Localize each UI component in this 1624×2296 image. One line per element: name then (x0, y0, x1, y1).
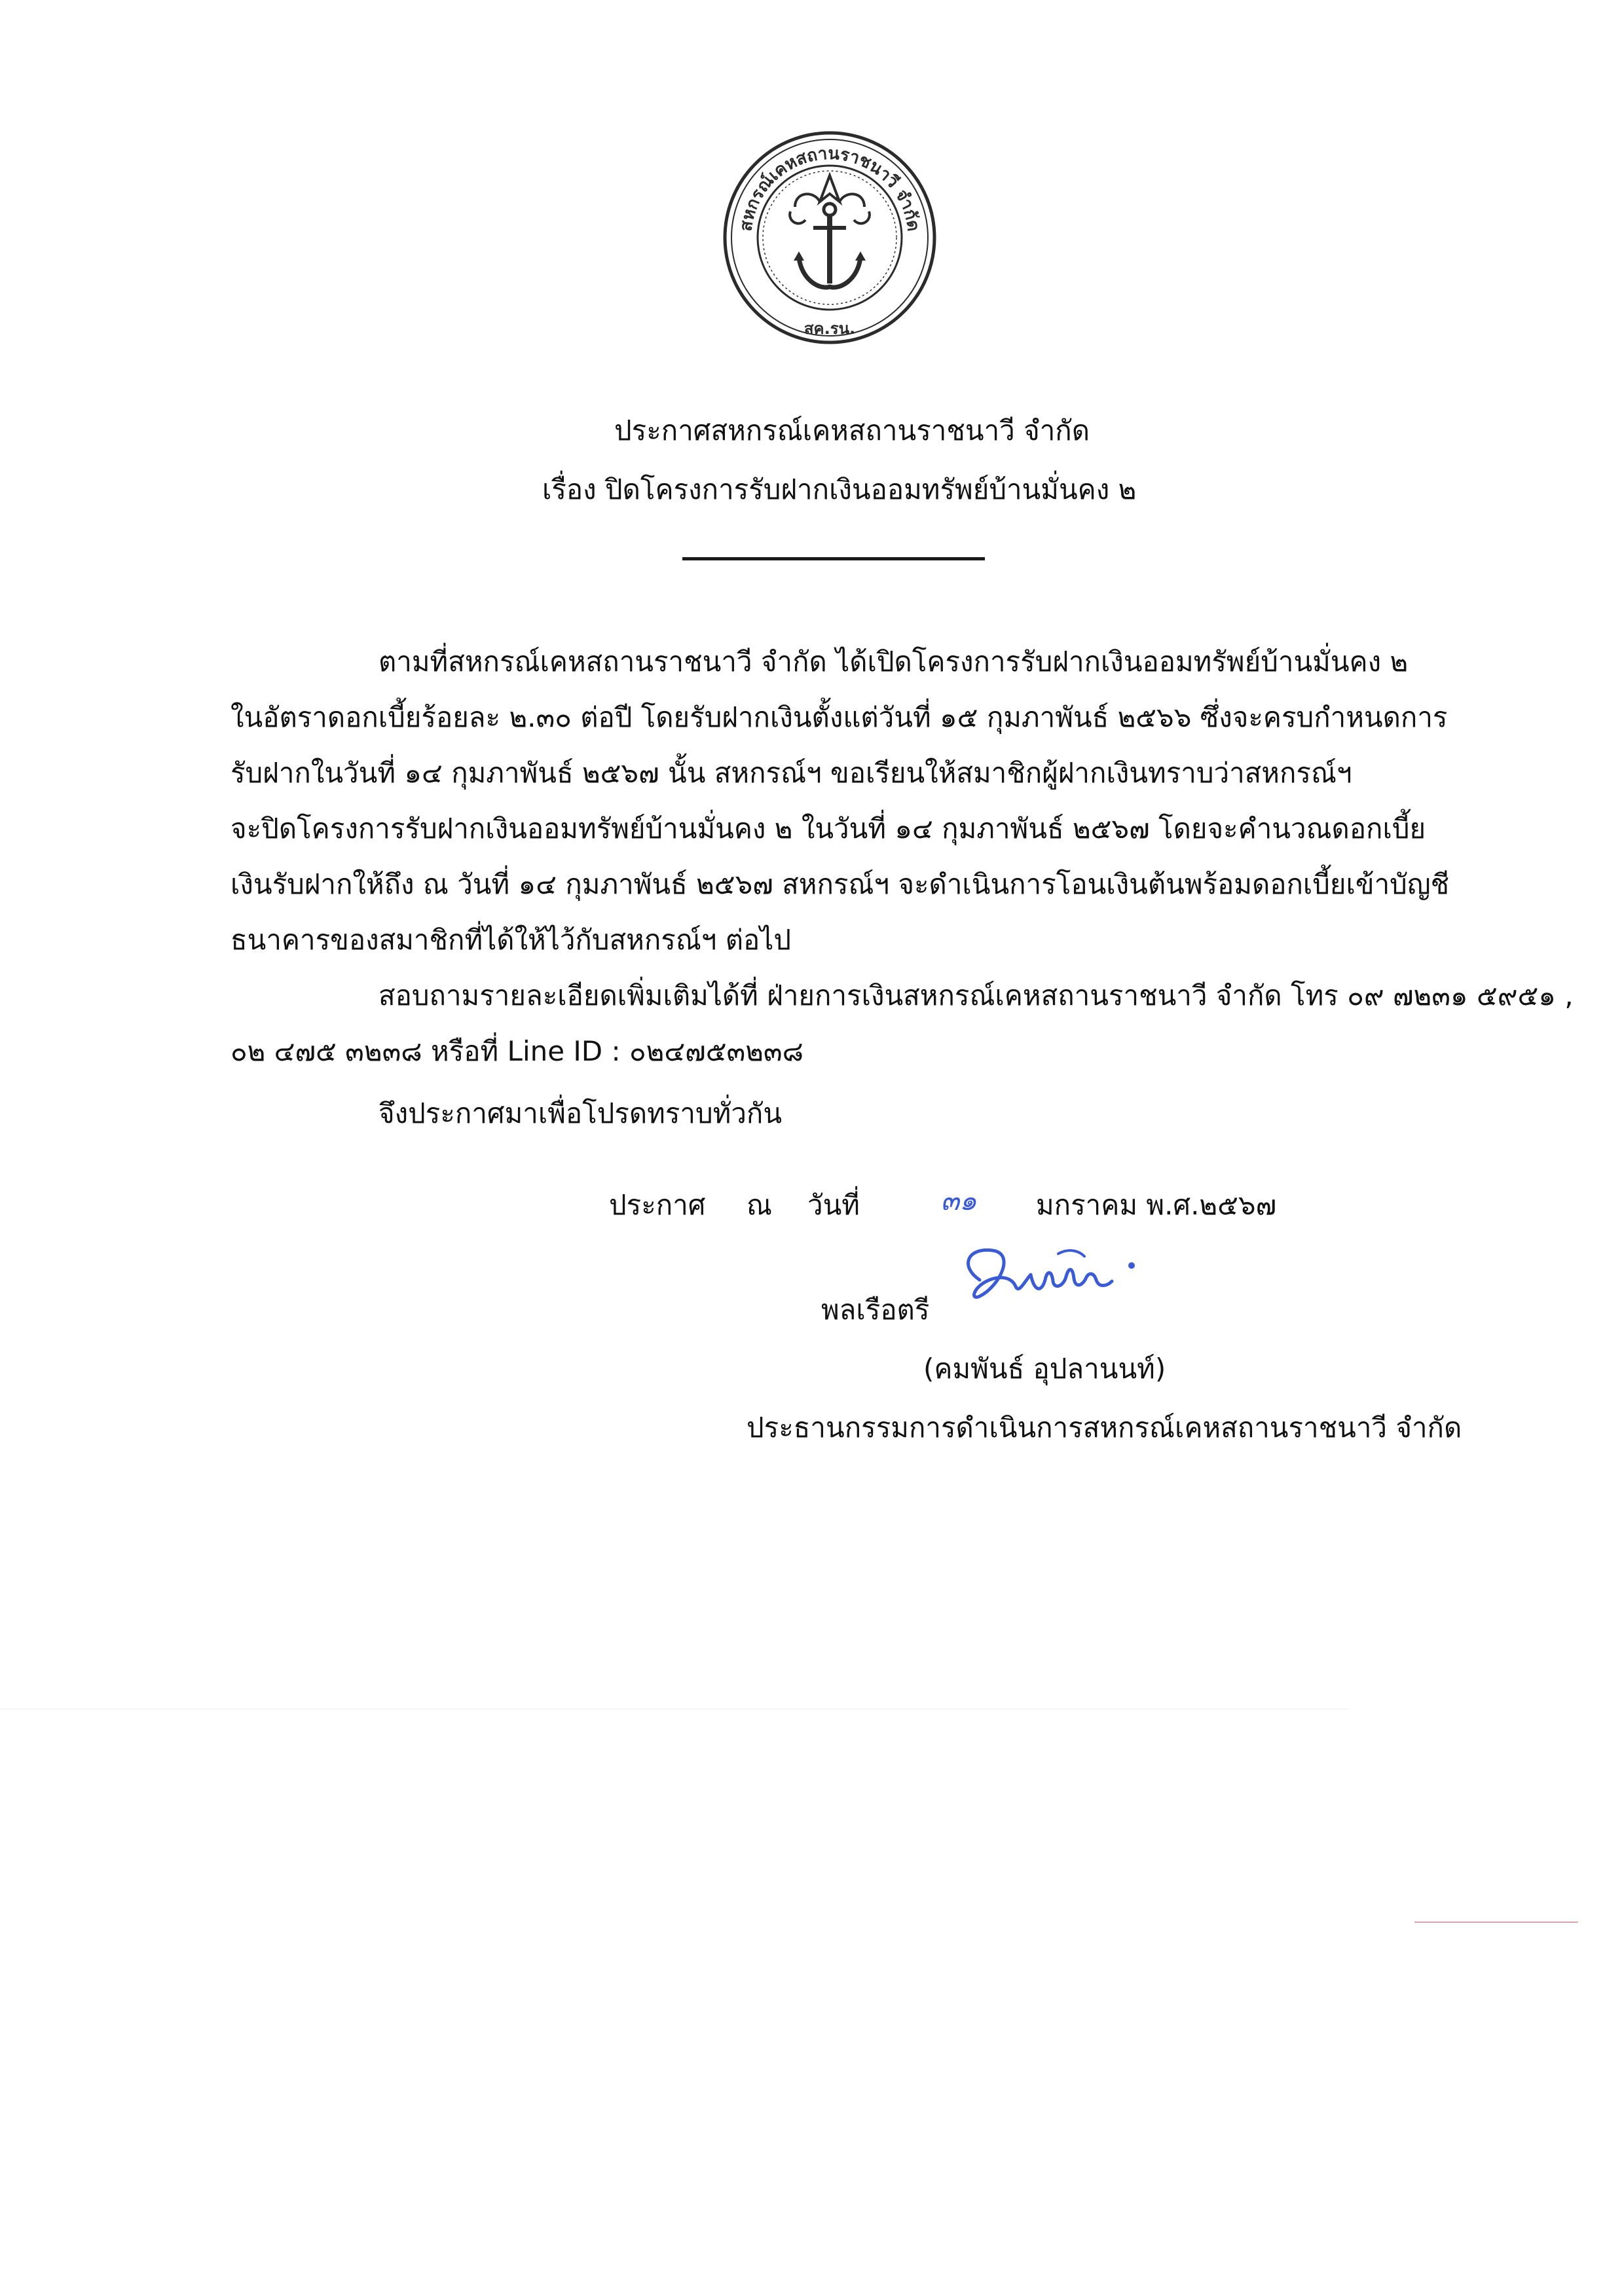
signatory-name: (คมพันธ์ อุปลานนท์) (923, 1353, 1166, 1385)
date-at: ณ (747, 1189, 772, 1221)
date-month-year: มกราคม พ.ศ.๒๕๖๗ (1036, 1189, 1277, 1221)
anchor-icon (794, 204, 866, 287)
heading-divider (682, 557, 985, 560)
body-line: เงินรับฝากให้ถึง ณ วันที่ ๑๔ กุมภาพันธ์ ๒๕๖๗ สหกรณ์ฯ จะดำเนินการโอนเงินต้นพร้อมดอกเบี้ยเข้าบัญชี (231, 868, 1450, 900)
date-day-label: วันที่ (807, 1189, 860, 1221)
closing-line: จึงประกาศมาเพื่อโปรดทราบทั่วกัน (378, 1097, 783, 1129)
handwritten-day (935, 1184, 982, 1218)
announcement-subject: เรื่อง ปิดโครงการรับฝากเงินออมทรัพย์บ้านมั่นคง ๒ (542, 473, 1137, 505)
body-line: ธนาคารของสมาชิกที่ได้ให้ไว้กับสหกรณ์ฯ ต่อไป (231, 924, 792, 956)
red-ink-mark (1414, 1922, 1578, 1923)
body-line: ตามที่สหกรณ์เคหสถานราชนาวี จำกัด ได้เปิดโครงการรับฝากเงินออมทรัพย์บ้านมั่นคง ๒ (378, 646, 1409, 678)
signatory-rank: พลเรือตรี (821, 1294, 930, 1326)
svg-text:๓๑: ๓๑ (940, 1184, 977, 1216)
seal-top-text: สหกรณ์เคหสถานราชนาวี จำกัด (736, 143, 923, 233)
seal-bottom-text: สค.รน. (803, 319, 856, 338)
cooperative-seal-logo (722, 130, 938, 346)
handwritten-signature (953, 1241, 1143, 1313)
contact-line: สอบถามรายละเอียดเพิ่มเติมได้ที่ ฝ่ายการเงินสหกรณ์เคหสถานราชนาวี จำกัด โทร ๐๙ ๗๒๓๑ ๕๙๕๑ , (378, 979, 1574, 1011)
announcement-title: ประกาศสหกรณ์เคหสถานราชนาวี จำกัด (614, 414, 1090, 446)
contact-line: ๐๒ ๔๗๕ ๓๒๓๘ หรือที่ Line ID : ๐๒๔๗๕๓๒๓๘ (231, 1035, 803, 1067)
body-line: รับฝากในวันที่ ๑๔ กุมภาพันธ์ ๒๕๖๗ นั้น สหกรณ์ฯ ขอเรียนให้สมาชิกผู้ฝากเงินทราบว่าสหกรณ์ฯ (231, 757, 1352, 789)
date-prefix: ประกาศ (609, 1189, 706, 1221)
signatory-position: ประธานกรรมการดำเนินการสหกรณ์เคหสถานราชนาวี จำกัด (747, 1412, 1462, 1444)
body-line: ในอัตราดอกเบี้ยร้อยละ ๒.๓๐ ต่อปี โดยรับฝากเงินตั้งแต่วันที่ ๑๕ กุมภาพันธ์ ๒๕๖๖ ซึ่งจะครบกำหนดการ (231, 701, 1448, 733)
body-line: จะปิดโครงการรับฝากเงินออมทรัพย์บ้านมั่นคง ๒ ในวันที่ ๑๔ กุมภาพันธ์ ๒๕๖๗ โดยจะคำนวณดอกเบี้ย (231, 812, 1426, 845)
